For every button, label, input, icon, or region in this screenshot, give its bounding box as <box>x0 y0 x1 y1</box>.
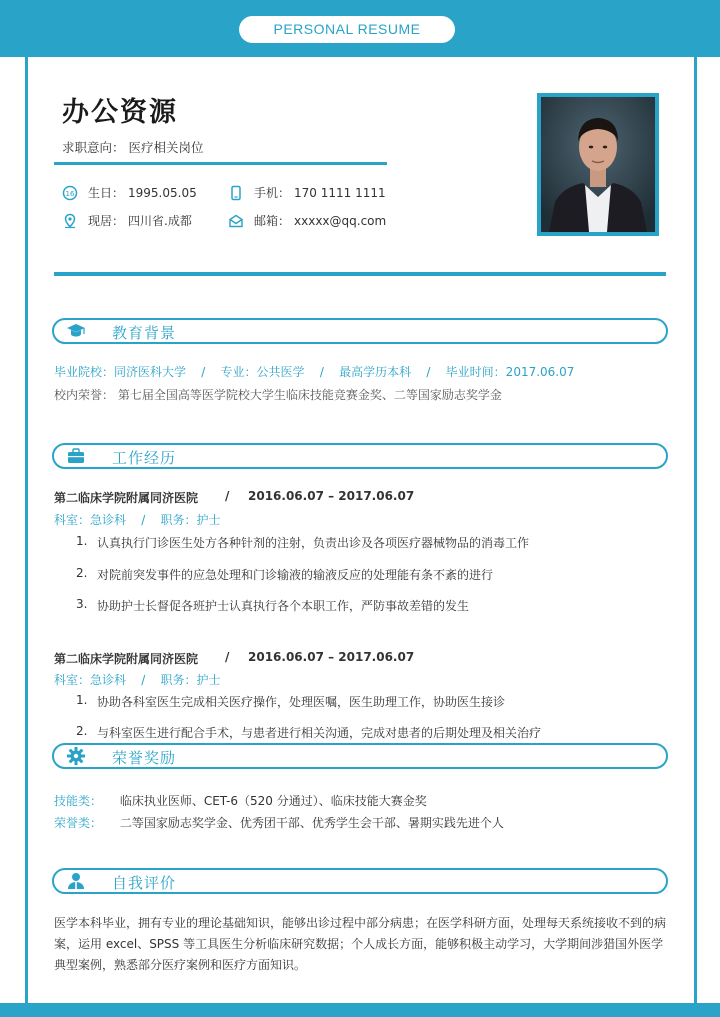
phone-label: 手机： <box>254 186 291 200</box>
briefcase-icon <box>66 446 86 466</box>
job-intent <box>62 138 204 156</box>
intent-underline <box>54 162 387 165</box>
birthday-icon <box>62 185 78 201</box>
education-honors <box>54 386 502 403</box>
job-1-period: 2016.06.07 – 2017.06.07 <box>248 489 415 503</box>
birth-info <box>62 184 197 201</box>
location-label: 现居： <box>88 214 125 228</box>
education-honors-value: 第七届全国高等医学院校大学生临床技能竞赛金奖、二等国家励志奖学金 <box>117 388 502 402</box>
honor-awards-label: 荣誉类： <box>54 816 103 830</box>
job-2-org: 第二临床学院附属同济医院 <box>54 652 199 666</box>
bottom-banner <box>0 1003 720 1017</box>
birth-label: 生日： <box>88 186 125 200</box>
location-info <box>62 212 192 229</box>
list-number: 1. <box>76 534 88 548</box>
skill-awards-label: 技能类： <box>54 794 103 808</box>
phone-icon <box>228 185 244 201</box>
list-number: 1. <box>76 693 88 707</box>
job-1-dept: 科室：急诊科 / 职务：护士 <box>54 513 221 527</box>
job-2-period: 2016.06.07 – 2017.06.07 <box>248 650 415 664</box>
job-2-separator: / <box>225 650 230 664</box>
education-title: 教育背景 <box>112 324 177 342</box>
profile-photo <box>541 97 655 232</box>
work-title: 工作经历 <box>112 449 177 467</box>
skill-awards-value: 临床执业医师、CET-6（520 分通过）、临床技能大赛金奖 <box>119 794 427 808</box>
person-icon <box>66 871 86 891</box>
email-value: xxxxx@qq.com <box>294 213 387 228</box>
awards-section-header <box>52 743 668 769</box>
job-intent-value: 医疗相关岗位 <box>128 140 204 155</box>
list-number: 2. <box>76 724 88 738</box>
honor-awards <box>54 814 504 831</box>
location-value: 四川省.成都 <box>128 214 192 228</box>
awards-title: 荣誉奖励 <box>112 749 177 767</box>
education-section-header <box>52 318 668 344</box>
email-icon <box>228 213 244 229</box>
gear-icon <box>66 746 86 766</box>
education-honors-label: 校内荣誉： <box>54 388 115 402</box>
svg-text:16: 16 <box>65 189 75 198</box>
job-2-dept: 科室：急诊科 / 职务：护士 <box>54 673 221 687</box>
job-1-separator: / <box>225 489 230 503</box>
candidate-name: 办公资源 <box>62 97 178 128</box>
email-label: 邮箱： <box>254 214 291 228</box>
self-eval-title: 自我评价 <box>112 874 177 892</box>
self-eval-section-header <box>52 868 668 894</box>
self-eval-text: 医学本科毕业，拥有专业的理论基础知识，能够出诊过程中部分病患；在医学科研方面，处理每天系统接收不到的病案，运用 excel、SPSS 等工具医生分析临床研究数据；个人成长方面，能够积极主动学习，大学期间涉猎国外医学典型案例，熟悉部分医疗案例和医疗方面知识。 <box>54 916 667 972</box>
job-1-duty-2: 对院前突发事件的应急处理和门诊输液的输液反应的处理能有条不紊的进行 <box>97 568 494 582</box>
right-border <box>694 57 697 1007</box>
job-2-duty-1: 协助各科室医生完成相关医疗操作，处理医嘱，医生助理工作，协助医生接诊 <box>97 695 506 709</box>
email-info <box>228 212 386 229</box>
location-icon <box>62 213 78 229</box>
job-1-org: 第二临床学院附属同济医院 <box>54 491 199 505</box>
phone-value: 170 1111 1111 <box>294 185 386 200</box>
job-1-duty-1: 认真执行门诊医生处方各种针剂的注射，负责出诊及各项医疗器械物品的消毒工作 <box>97 536 530 550</box>
resume-header-pill: PERSONAL RESUME <box>239 16 455 43</box>
skill-awards <box>54 792 427 809</box>
birth-value: 1995.05.05 <box>128 185 197 200</box>
job-1-duty-3: 协助护士长督促各班护士认真执行各个本职工作，严防事故差错的发生 <box>97 599 470 613</box>
honor-awards-value: 二等国家励志奖学金、优秀团干部、优秀学生会干部、暑期实践先进个人 <box>119 816 504 830</box>
job-intent-label: 求职意向： <box>62 140 125 155</box>
job-2-duty-2: 与科室医生进行配合手术，与患者进行相关沟通，完成对患者的后期处理及相关治疗 <box>97 726 542 740</box>
work-section-header <box>52 443 668 469</box>
list-number: 2. <box>76 566 88 580</box>
left-border <box>25 57 28 1007</box>
list-number: 3. <box>76 597 88 611</box>
phone-info <box>228 184 386 201</box>
graduation-cap-icon <box>66 321 86 341</box>
profile-divider <box>54 272 666 276</box>
education-summary: 毕业院校：同济医科大学 / 专业：公共医学 / 最高学历本科 / 毕业时间：2017.06.07 <box>54 365 575 379</box>
